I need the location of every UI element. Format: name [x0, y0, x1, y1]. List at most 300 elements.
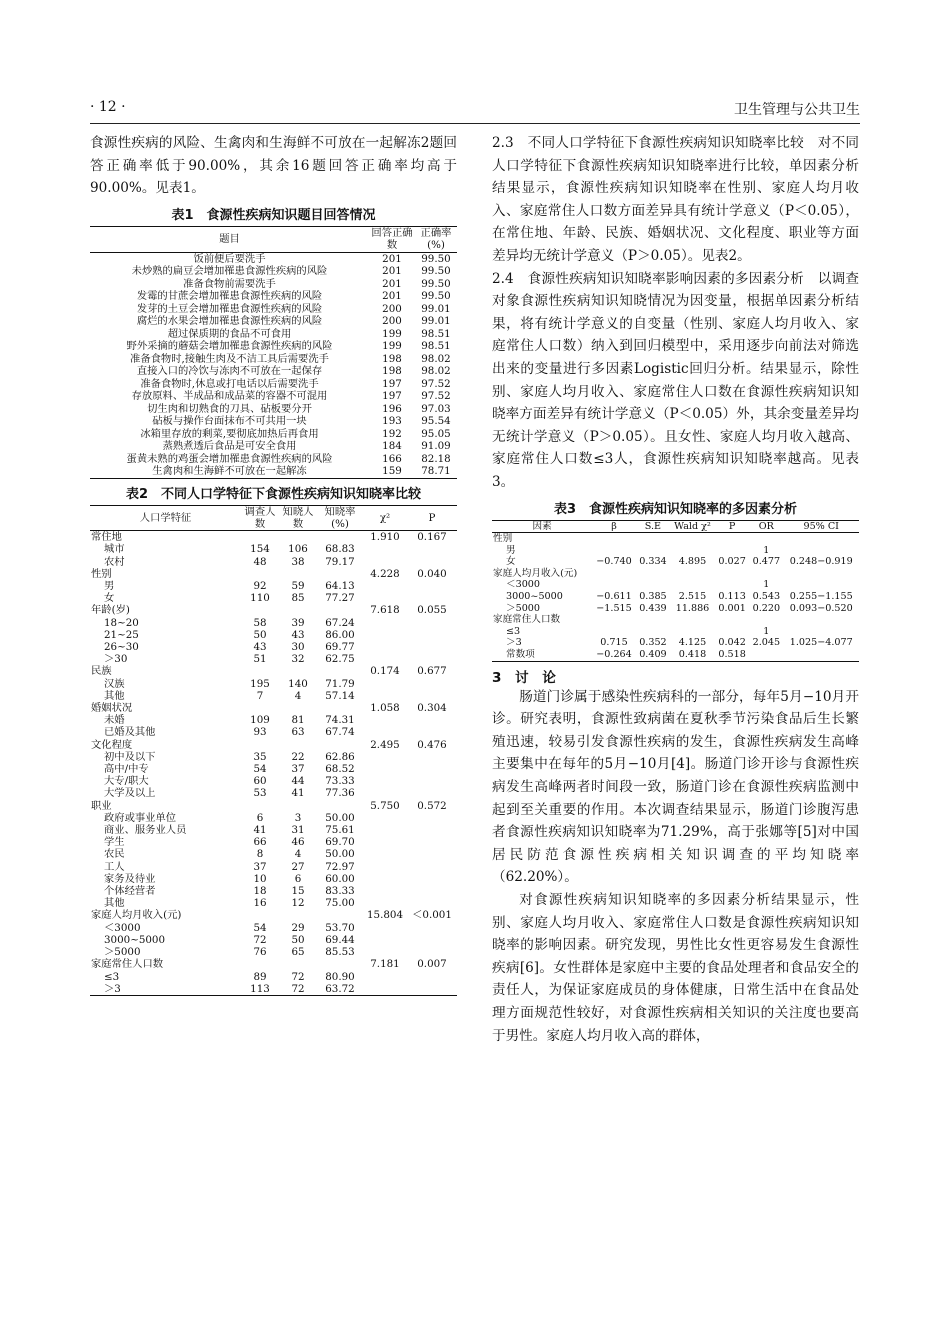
table-cell: 家庭常住人口数	[91, 958, 164, 971]
table-cell: 69.77	[325, 641, 355, 654]
table-cell: 41	[291, 787, 305, 800]
table-cell: 154	[250, 543, 270, 556]
table-row	[90, 604, 457, 616]
table-cell: 大专/职大	[104, 775, 149, 788]
table3	[492, 520, 859, 662]
table-cell	[407, 861, 457, 873]
table-cell: 发芽的土豆会增加罹患食源性疾病的风险	[136, 302, 323, 315]
right-column	[492, 132, 859, 1047]
table-cell: 67.24	[325, 616, 355, 629]
table-cell	[407, 617, 457, 629]
table-cell	[363, 751, 407, 763]
table-cell: 存放原料、半成品和成品菜的容器不可混用	[131, 390, 328, 403]
table-cell	[317, 568, 363, 580]
table-row	[90, 592, 457, 604]
table-cell	[317, 909, 363, 921]
table-cell: 93	[253, 726, 267, 739]
table-cell: 86.00	[325, 628, 355, 641]
table-cell	[407, 922, 457, 934]
table-cell: 92	[253, 580, 267, 592]
table-cell: 3	[294, 811, 302, 824]
table-row	[90, 714, 457, 726]
table-row	[90, 800, 457, 812]
table-cell: 31	[291, 824, 305, 837]
table-cell	[783, 626, 859, 638]
table-cell	[407, 971, 457, 983]
table-cell	[363, 946, 407, 958]
table-cell: 未婚	[104, 714, 125, 727]
table-row	[90, 531, 457, 544]
table-cell: 198	[382, 365, 402, 378]
table-cell: 个体经营者	[104, 885, 156, 898]
table-cell	[407, 848, 457, 860]
table-cell: 64.13	[325, 580, 355, 592]
table-cell	[636, 626, 670, 638]
table-cell: 0.042	[718, 637, 746, 649]
table3-header-factor: 因素	[492, 520, 592, 533]
table-cell: 83.33	[325, 885, 355, 898]
table-row	[90, 465, 457, 478]
table-cell: 15.804	[366, 909, 404, 922]
table-cell: 193	[382, 415, 402, 428]
table-cell	[407, 983, 457, 996]
table-cell	[407, 897, 457, 909]
table-cell	[407, 812, 457, 824]
table-cell: 4	[294, 848, 302, 861]
table-cell: 切生肉和切熟食的刀具、砧板要分开	[147, 402, 312, 415]
table-cell: 汉族	[104, 677, 125, 690]
table-cell	[279, 665, 317, 677]
table-cell	[363, 824, 407, 836]
table-cell: 99.50	[421, 265, 451, 278]
table-cell: 0.113	[718, 591, 746, 603]
table-row	[90, 958, 457, 970]
table-cell: 家庭常住人口数	[493, 614, 561, 626]
table2-header-surveyed: 调查人数	[241, 505, 279, 530]
table-cell: 71.79	[325, 677, 355, 690]
table-cell	[241, 702, 279, 714]
table-cell: 家庭人均月收入(元)	[493, 567, 578, 579]
table-cell: 98.02	[421, 365, 451, 378]
table-cell: 85	[291, 592, 305, 605]
table-cell: 0.715	[600, 637, 628, 649]
table-row	[492, 568, 859, 580]
table-cell	[715, 545, 749, 557]
page-number: · 12 ·	[90, 99, 126, 115]
table-row	[90, 543, 457, 555]
table-cell: 1.910	[370, 531, 400, 544]
table-row	[90, 848, 457, 860]
table-cell: ≤3	[506, 625, 521, 637]
table-row	[90, 690, 457, 702]
table-cell: 75.61	[325, 824, 355, 837]
table-cell	[363, 629, 407, 641]
table-cell: 0.572	[417, 799, 447, 812]
table-cell	[363, 983, 407, 996]
table-cell: 0.677	[417, 665, 447, 678]
table-cell: 37	[291, 763, 305, 776]
table-cell	[407, 824, 457, 836]
table-cell: 6	[294, 872, 302, 885]
table-row	[90, 617, 457, 629]
table-row	[90, 983, 457, 996]
table2-header-rate: 知晓率(%)	[317, 505, 363, 530]
table-cell	[241, 604, 279, 616]
table-cell: 8	[256, 848, 264, 861]
table-row	[90, 403, 457, 416]
table-cell	[279, 568, 317, 580]
table-cell: 77.27	[325, 592, 355, 605]
table-cell	[363, 714, 407, 726]
table-cell: 63.72	[317, 983, 363, 996]
table-cell: 59	[291, 580, 305, 592]
table-cell	[783, 545, 859, 557]
table-cell: 201	[382, 265, 402, 278]
table-cell	[407, 885, 457, 897]
table-cell: 66	[253, 836, 267, 849]
table-cell: 0.476	[417, 738, 447, 751]
table-cell: 98.02	[421, 352, 451, 365]
table3-header-ci: 95% CI	[783, 520, 859, 533]
table-cell: 民族	[91, 665, 112, 678]
table-cell	[407, 763, 457, 775]
table-cell	[363, 678, 407, 690]
table-row	[90, 340, 457, 353]
table-cell: 0.001	[718, 602, 746, 614]
left-column	[90, 132, 457, 996]
table-cell: 89	[253, 970, 267, 983]
table-cell: 199	[382, 340, 402, 353]
table-cell	[363, 690, 407, 702]
table-cell: 蛋黄未熟的鸡蛋会增加罹患食源性疾病的风险	[126, 452, 333, 465]
table-cell: 81	[291, 714, 305, 727]
table-row	[90, 971, 457, 983]
table-cell	[407, 653, 457, 665]
table-cell	[407, 836, 457, 848]
table-cell: 69.44	[325, 933, 355, 946]
table-cell	[592, 626, 636, 638]
table-row	[90, 909, 457, 921]
table-cell: 直接入口的冷饮与冻肉不可放在一起保存	[136, 365, 323, 378]
table-cell	[363, 922, 407, 934]
table-row	[90, 278, 457, 291]
table-cell: 0.220	[752, 602, 781, 614]
table-cell	[592, 568, 636, 580]
table-row	[90, 629, 457, 641]
table-cell: 195	[250, 677, 270, 690]
section-2-3-paragraph: 2.3 不同人口学特征下食源性疾病知识知晓率比较 对不同人口学特征下食源性疾病知识知晓率进行比较，单因素分析结果显示，食源性疾病知识知晓率在性别、家庭人均月收入、家庭常住人口数方面差异具有统计学意义（P＜0.05），在常住地、年龄、民族、婚姻状况、文化程度、职业等方面差异均无统计学意义（P＞0.05）。见表2。	[492, 135, 859, 264]
table-cell: ＜3000	[506, 579, 541, 591]
table-cell: 192	[382, 427, 402, 440]
table-row	[90, 415, 457, 428]
table-cell	[363, 787, 407, 799]
table3-header-wald: Wald χ²	[670, 520, 715, 533]
table-row	[90, 378, 457, 391]
table-cell: 性别	[91, 567, 112, 580]
table-cell	[592, 614, 636, 626]
table-cell: 48	[253, 555, 267, 568]
table-cell: −1.515	[596, 602, 632, 614]
table-cell	[317, 702, 363, 714]
table1-caption: 表1 食源性疾病知识题目回答情况	[171, 207, 376, 223]
table-row	[492, 556, 859, 568]
table-cell: 201	[382, 290, 402, 303]
table-row	[90, 836, 457, 848]
table-cell: 201	[382, 277, 402, 290]
table-cell: 32	[291, 653, 305, 666]
table1-header-rate: 正确率(%)	[415, 226, 457, 252]
table-cell: 男	[104, 580, 115, 592]
table-cell: 2.045	[752, 637, 781, 649]
table-cell: 4.125	[678, 637, 707, 649]
table-cell	[592, 579, 636, 591]
table-cell	[363, 812, 407, 824]
table-cell: 43	[291, 628, 305, 641]
table-cell	[407, 592, 457, 604]
table-cell: 46	[291, 836, 305, 849]
table-cell: 75.00	[325, 897, 355, 910]
table2-header-p: P	[407, 505, 457, 530]
table-cell: 7.181	[370, 958, 400, 971]
table3-header-p: P	[715, 520, 749, 533]
table3-header-or: OR	[749, 520, 783, 533]
table-row	[90, 665, 457, 677]
table-cell: 家庭人均月收入(元)	[91, 909, 182, 922]
table-cell	[749, 568, 783, 580]
table-cell	[670, 579, 715, 591]
table-cell	[670, 545, 715, 557]
intro-paragraph: 食源性疾病的风险、生禽肉和生海鲜不可放在一起解冻2题回答正确率低于90.00%，其余16题回答正确率均高于90.00%。见表1。	[90, 135, 457, 197]
table-cell: 工人	[104, 860, 125, 873]
table-cell	[749, 533, 783, 545]
journal-title: 卫生管理与公共卫生	[734, 102, 860, 118]
table-cell: 74.31	[325, 714, 355, 727]
table-row	[90, 303, 457, 316]
table-cell: 29	[291, 921, 305, 934]
table-cell: 0.007	[417, 958, 447, 971]
table-cell	[363, 580, 407, 592]
table-cell	[407, 751, 457, 763]
table-cell	[279, 531, 317, 544]
section-3-title: 3 讨 论	[492, 669, 556, 686]
table-cell: 0.439	[639, 602, 667, 614]
table-cell: 21~25	[104, 628, 139, 641]
table-row	[492, 649, 859, 661]
table-cell: 53	[253, 787, 267, 800]
table-cell: 0.093−0.520	[789, 602, 853, 614]
table-cell: 女	[506, 556, 516, 568]
table-cell	[363, 885, 407, 897]
table-cell	[783, 533, 859, 545]
table-cell: 农村	[104, 555, 125, 568]
table-cell: 62.75	[325, 653, 355, 666]
table-cell: 30	[291, 641, 305, 654]
table-cell: 72	[291, 970, 305, 983]
table-cell: ＞3	[506, 637, 522, 649]
table-cell	[241, 958, 279, 970]
table-cell: 10	[253, 872, 267, 885]
table-cell: 初中及以下	[104, 750, 156, 763]
table-cell: −0.740	[596, 556, 632, 568]
table-row	[90, 775, 457, 787]
table-cell: 商业、服务业人员	[104, 824, 187, 837]
table-cell	[363, 617, 407, 629]
table-cell: 97.03	[421, 402, 451, 415]
table-cell	[363, 556, 407, 568]
table-row	[90, 653, 457, 665]
table-cell: 生禽肉和生海鲜不可放在一起解冻	[90, 465, 369, 478]
table-cell	[241, 665, 279, 677]
table-cell: 110	[250, 592, 270, 605]
table-cell	[407, 580, 457, 592]
table-cell	[363, 836, 407, 848]
table-cell: 57.14	[325, 689, 355, 702]
table-cell	[317, 800, 363, 812]
table-row	[90, 252, 457, 265]
table-cell: 98.51	[421, 327, 451, 340]
table-cell	[407, 556, 457, 568]
table-row	[90, 726, 457, 738]
table-cell: ＞30	[104, 653, 128, 666]
table-cell: 200	[382, 315, 402, 328]
table2	[90, 505, 457, 996]
table-cell: ＞5000	[104, 946, 141, 959]
table-cell: 4.895	[678, 556, 707, 568]
table-cell	[783, 579, 859, 591]
table-cell: ＞5000	[506, 602, 541, 614]
table-cell: 0.418	[670, 649, 715, 661]
table-cell: 200	[382, 302, 402, 315]
table-cell: 159	[369, 465, 415, 478]
table-cell: 常住地	[91, 531, 122, 544]
table-cell	[363, 934, 407, 946]
table-cell	[407, 714, 457, 726]
table-cell	[715, 626, 749, 638]
table-cell: 50.00	[325, 811, 355, 824]
table-cell	[749, 614, 783, 626]
table-cell	[407, 726, 457, 738]
table-cell	[407, 690, 457, 702]
table-row	[90, 556, 457, 568]
table-cell: 113	[241, 983, 279, 996]
table-cell	[783, 649, 859, 661]
table-cell	[636, 579, 670, 591]
table-cell: 68.52	[325, 763, 355, 776]
table-cell	[783, 568, 859, 580]
table-cell	[407, 946, 457, 958]
table-cell	[363, 641, 407, 653]
table-cell	[317, 531, 363, 544]
table-cell	[363, 543, 407, 555]
table-cell: 7.618	[370, 604, 400, 617]
discussion-paragraph-1: 肠道门诊属于感染性疾病科的一部分，每年5月−10月开诊。研究表明，食源性致病菌在夏秋季节污染食品后生长繁殖迅速，较易引发食源性疾病的发生，食源性疾病发生高峰主要集中在每年的5月−10月[4]。肠道门诊开诊与食源性疾病发生高峰两者时间段一致，肠道门诊在食源性疾病监测中起到至关重要的作用。本次调查结果显示，肠道门诊腹泻患者食源性疾病知识知晓率为71.29%，高于张娜等[5]对中国居民防范食源性疾病相关知识调查的平均知晓率（62.20%）。	[492, 688, 859, 886]
table-cell	[715, 568, 749, 580]
table-cell	[670, 614, 715, 626]
table-cell: 5.750	[370, 799, 400, 812]
table-cell	[715, 533, 749, 545]
table-row	[90, 678, 457, 690]
table-row	[492, 626, 859, 638]
table-row	[90, 861, 457, 873]
table-cell: 0.477	[752, 556, 781, 568]
table-row	[90, 946, 457, 958]
table-cell: 60.00	[325, 872, 355, 885]
table-cell: 79.17	[325, 555, 355, 568]
table-row	[492, 579, 859, 591]
table-cell: 高中/中专	[104, 763, 149, 776]
table-cell: 39	[291, 616, 305, 629]
table-cell: ＜3000	[104, 921, 141, 934]
table-cell	[636, 545, 670, 557]
table-cell: 18~20	[104, 616, 139, 629]
table-cell: 95.54	[421, 415, 451, 428]
table-cell	[363, 848, 407, 860]
table-cell: 大学及以上	[104, 787, 156, 800]
table-row	[90, 265, 457, 278]
table-cell: 99.50	[421, 277, 451, 290]
table-cell: 54	[253, 763, 267, 776]
table-cell: 15	[291, 885, 305, 898]
table-row	[90, 897, 457, 909]
table-row	[90, 885, 457, 897]
table-cell	[363, 897, 407, 909]
table-cell: 0.167	[417, 531, 447, 544]
table-row	[90, 922, 457, 934]
table-cell	[670, 533, 715, 545]
table1	[90, 226, 457, 479]
table-cell: 65	[291, 946, 305, 959]
table3-header-se: S.E	[636, 520, 670, 533]
table-cell: 0.385	[639, 591, 667, 603]
table-row	[90, 751, 457, 763]
table-cell: 1	[763, 544, 770, 556]
table-cell: ＜0.001	[412, 909, 452, 922]
table-cell: 68.83	[325, 543, 355, 556]
table-cell	[279, 604, 317, 616]
table-cell: 41	[253, 824, 267, 837]
table-cell: 男	[506, 544, 516, 556]
table-cell: 54	[253, 921, 267, 934]
table-cell: 12	[291, 897, 305, 910]
table-row	[90, 739, 457, 751]
table-cell	[670, 626, 715, 638]
table-cell: 准备食物时,休息或打电话以后需要洗手	[140, 377, 319, 390]
table-cell	[279, 958, 317, 970]
table-cell: 91.09	[421, 440, 451, 453]
table-cell	[317, 665, 363, 677]
table2-header-chi: χ²	[363, 505, 407, 530]
table-cell: 学生	[104, 836, 125, 849]
table-cell: 年龄(岁)	[91, 604, 130, 617]
table-cell: 50	[291, 933, 305, 946]
table-cell: 98.51	[421, 340, 451, 353]
table-cell: 95.05	[421, 427, 451, 440]
table-cell: 4	[294, 689, 302, 702]
table-row	[492, 533, 859, 545]
table-cell: 3000~5000	[104, 933, 166, 946]
table-cell: 其他	[104, 897, 125, 910]
table-cell	[636, 533, 670, 545]
table-cell: 0.409	[636, 649, 670, 661]
table-cell: 106	[288, 543, 308, 556]
table-row	[90, 390, 457, 403]
table-cell: 80.90	[325, 970, 355, 983]
table-cell: 58	[253, 616, 267, 629]
table-cell	[715, 614, 749, 626]
table-cell	[363, 775, 407, 787]
table-cell: 0.255−1.155	[789, 591, 853, 603]
table-row	[90, 353, 457, 366]
